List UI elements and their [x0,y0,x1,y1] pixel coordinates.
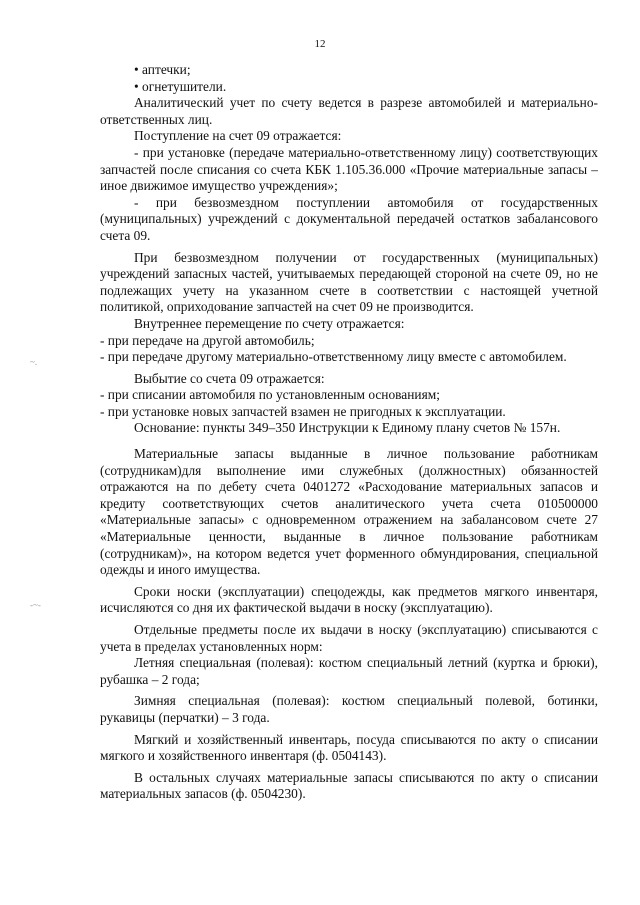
paragraph: Летняя специальная (полевая): костюм специальный летний (куртка и брюки), рубашка – 2 года; [100,655,598,687]
paragraph: Внутреннее перемещение по счету отражается: [134,315,405,331]
page-number: 12 [314,38,326,50]
list-item: • аптечки; [134,62,191,77]
list-item: - при передаче другому материально-ответственному лицу вместе с автомобилем. [100,349,567,365]
paragraph: В остальных случаях материальные запасы списываются по акту о списании материальных запасов (ф. 0504230). [100,769,598,802]
paragraph: Материальные запасы выданные в личное пользование работникам (сотрудникам)для выполнение ими служебных (должностных) обязанностей отражаются на по дебету счета 0401272 «Расходование материальных запасов и кредиту соответствующих счетов аналитического учета счета 010500000 «Материальные запасы» с одновременном отражением на забалансовом счете 27 «Материальные ценности, выданные в личное пользование работникам (сотрудникам)», на котором ведется учет форменного обмундирования, специальной одежды и иного имущества. [100,446,598,578]
paragraph: Аналитический учет по счету ведется в разрезе автомобилей и материально-ответственных лиц. [100,95,598,127]
paragraph: Поступление на счет 09 отражается: [134,128,342,144]
document-body [100,62,598,803]
list-item: • огнетушители. [134,78,227,94]
list-item: - при передаче на другой автомобиль; [100,332,315,348]
paragraph: Мягкий и хозяйственный инвентарь, посуда списываются по акту о списании мягкого и хозяйственного инвентаря (ф. 0504143). [100,731,598,764]
paragraph: Отдельные предметы после их выдачи в носку (эксплуатацию) списываются с учета в пределах установленных норм: [100,622,598,654]
paragraph: Зимняя специальная (полевая): костюм специальный полевой, ботинки, рукавицы (перчатки) – 3 года. [100,693,598,725]
margin-mark: -~- [30,600,41,610]
paragraph: Сроки носки (эксплуатации) спецодежды, как предметов мягкого инвентаря, исчисляются со дня их фактической выдачи в носку (эксплуатацию). [100,583,598,616]
list-item: - при списании автомобиля по установленным основаниям; [100,387,440,403]
list-item: - при установке (передаче материально-ответственному лицу) соответствующих запчастей после списания со счета КБК 1.105.36.000 «Прочие материальные запасы – иное движимое имущество учреждения»; [100,144,598,194]
paragraph: При безвозмездном получении от государственных (муниципальных) учреждений запасных частей, учитываемых передающей стороной на счете 09, но не подлежащих учету на указанном счете в соответствии с настоящей учетной политикой, оприходование запчастей на счет 09 не производится. [100,249,598,315]
list-item: - при установке новых запчастей взамен не пригодных к эксплуатации. [100,403,506,419]
margin-mark: ~. [30,357,38,367]
paragraph: Выбытие со счета 09 отражается: [134,370,325,386]
list-item: - при безвозмездном поступлении автомобиля от государственных (муниципальных) учреждений с документальной передачей остатков забалансового счета 09. [100,194,598,243]
paragraph: Основание: пункты 349–350 Инструкции к Единому плану счетов № 157н. [134,420,561,436]
